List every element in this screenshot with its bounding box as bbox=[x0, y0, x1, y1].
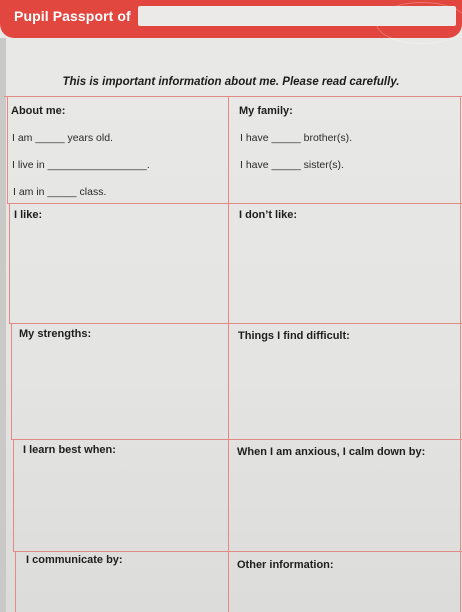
family-sisters-line[interactable]: I have _____ sister(s). bbox=[240, 159, 344, 171]
grid-line-left-e bbox=[15, 551, 16, 612]
family-brothers-line[interactable]: I have _____ brother(s). bbox=[240, 132, 353, 144]
grid-line-3 bbox=[12, 439, 462, 440]
grid-line-center bbox=[228, 96, 229, 612]
i-dont-like-title: I don’t like: bbox=[239, 209, 298, 221]
my-family-title: My family: bbox=[239, 105, 293, 117]
grid-line-1 bbox=[8, 203, 462, 204]
about-me-home-line[interactable]: I live in _________________. bbox=[12, 159, 150, 171]
other-information-title: Other information: bbox=[237, 559, 334, 571]
learn-best-title: I learn best when: bbox=[23, 444, 116, 456]
communicate-title: I communicate by: bbox=[26, 554, 123, 566]
about-me-age-line[interactable]: I am _____ years old. bbox=[12, 132, 113, 144]
grid-line-2 bbox=[10, 323, 462, 324]
grid-line-right bbox=[460, 96, 461, 612]
page-title: Pupil Passport of bbox=[14, 8, 131, 24]
important-info-banner: This is important information about me. Please read carefully. bbox=[62, 76, 400, 88]
passport-grid bbox=[4, 96, 462, 612]
grid-line-4 bbox=[14, 551, 462, 552]
grid-line-left-b bbox=[9, 203, 10, 324]
things-difficult-title: Things I find difficult: bbox=[238, 330, 350, 342]
grid-line-left-c bbox=[11, 323, 12, 440]
grid-line-left-d bbox=[13, 439, 14, 552]
about-me-title: About me: bbox=[11, 105, 66, 117]
pupil-name-field[interactable] bbox=[138, 6, 456, 26]
i-like-title: I like: bbox=[14, 209, 43, 221]
calm-down-title: When I am anxious, I calm down by: bbox=[237, 446, 426, 458]
grid-line-top bbox=[4, 96, 462, 97]
grid-line-left-a bbox=[7, 96, 8, 204]
about-me-class-line[interactable]: I am in _____ class. bbox=[13, 186, 107, 198]
header-band bbox=[0, 0, 462, 38]
my-strengths-title: My strengths: bbox=[19, 328, 92, 340]
